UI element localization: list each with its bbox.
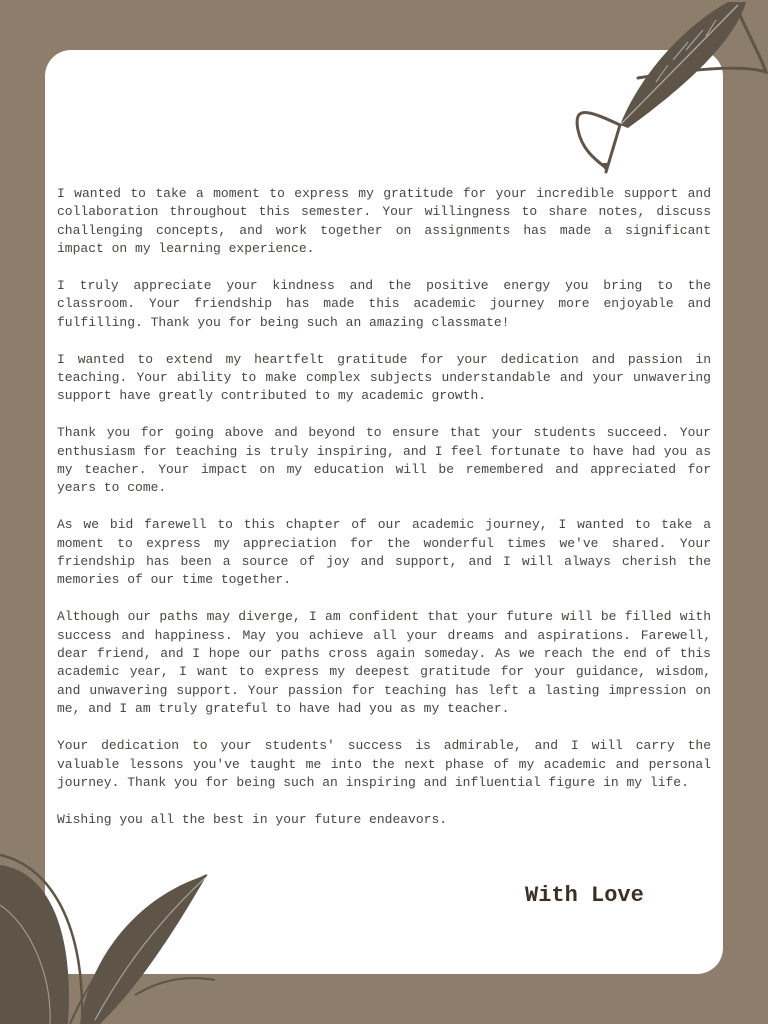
sign-off: With Love bbox=[525, 883, 644, 908]
closing-line: Wishing you all the best in your future endeavors. bbox=[57, 811, 448, 827]
paragraph: I wanted to take a moment to express my gratitude for your incredible support and collaboration throughout this semester. Your willingness to share notes, discuss challenging concepts, and work together on assignments has made a significant impact on my learning experience. bbox=[57, 186, 711, 257]
leaves-icon bbox=[0, 845, 220, 1024]
paragraph: Thank you for going above and beyond to ensure that your students succeed. Your enthusiasm for teaching is truly inspiring, and I feel fortunate to have had you as my teacher. Your impact on my education will be remembered and appreciated for years to come. bbox=[57, 425, 711, 496]
paragraph: Although our paths may diverge, I am confident that your future will be filled with success and happiness. May you achieve all your dreams and aspirations. Farewell, dear friend, and I hope our paths cross again someday. As we reach the end of this academic year, I want to express my deepest gratitude for your guidance, wisdom, and unwavering support. Your passion for teaching has left a lasting impression on me, and I am truly grateful to have had you as my teacher. bbox=[57, 609, 711, 717]
quill-pen-icon bbox=[568, 0, 768, 180]
paragraph: As we bid farewell to this chapter of our academic journey, I wanted to take a moment to express my appreciation for the wonderful times we've shared. Your friendship has been a source of joy and support, and I will always cherish the memories of our time together. bbox=[57, 517, 711, 588]
letter-body bbox=[57, 185, 711, 848]
paragraph: Your dedication to your students' success is admirable, and I will carry the valuable lessons you've taught me into the next phase of my academic and personal journey. Thank you for being such an inspiring and influential figure in my life. bbox=[57, 738, 711, 790]
paragraph: I truly appreciate your kindness and the positive energy you bring to the classroom. Your friendship has made this academic journey more enjoyable and fulfilling. Thank you for being such an amazing classmate! bbox=[57, 278, 711, 330]
paragraph: I wanted to extend my heartfelt gratitude for your dedication and passion in teaching. Your ability to make complex subjects understandable and your unwavering support have greatly contributed to my academic growth. bbox=[57, 351, 711, 404]
